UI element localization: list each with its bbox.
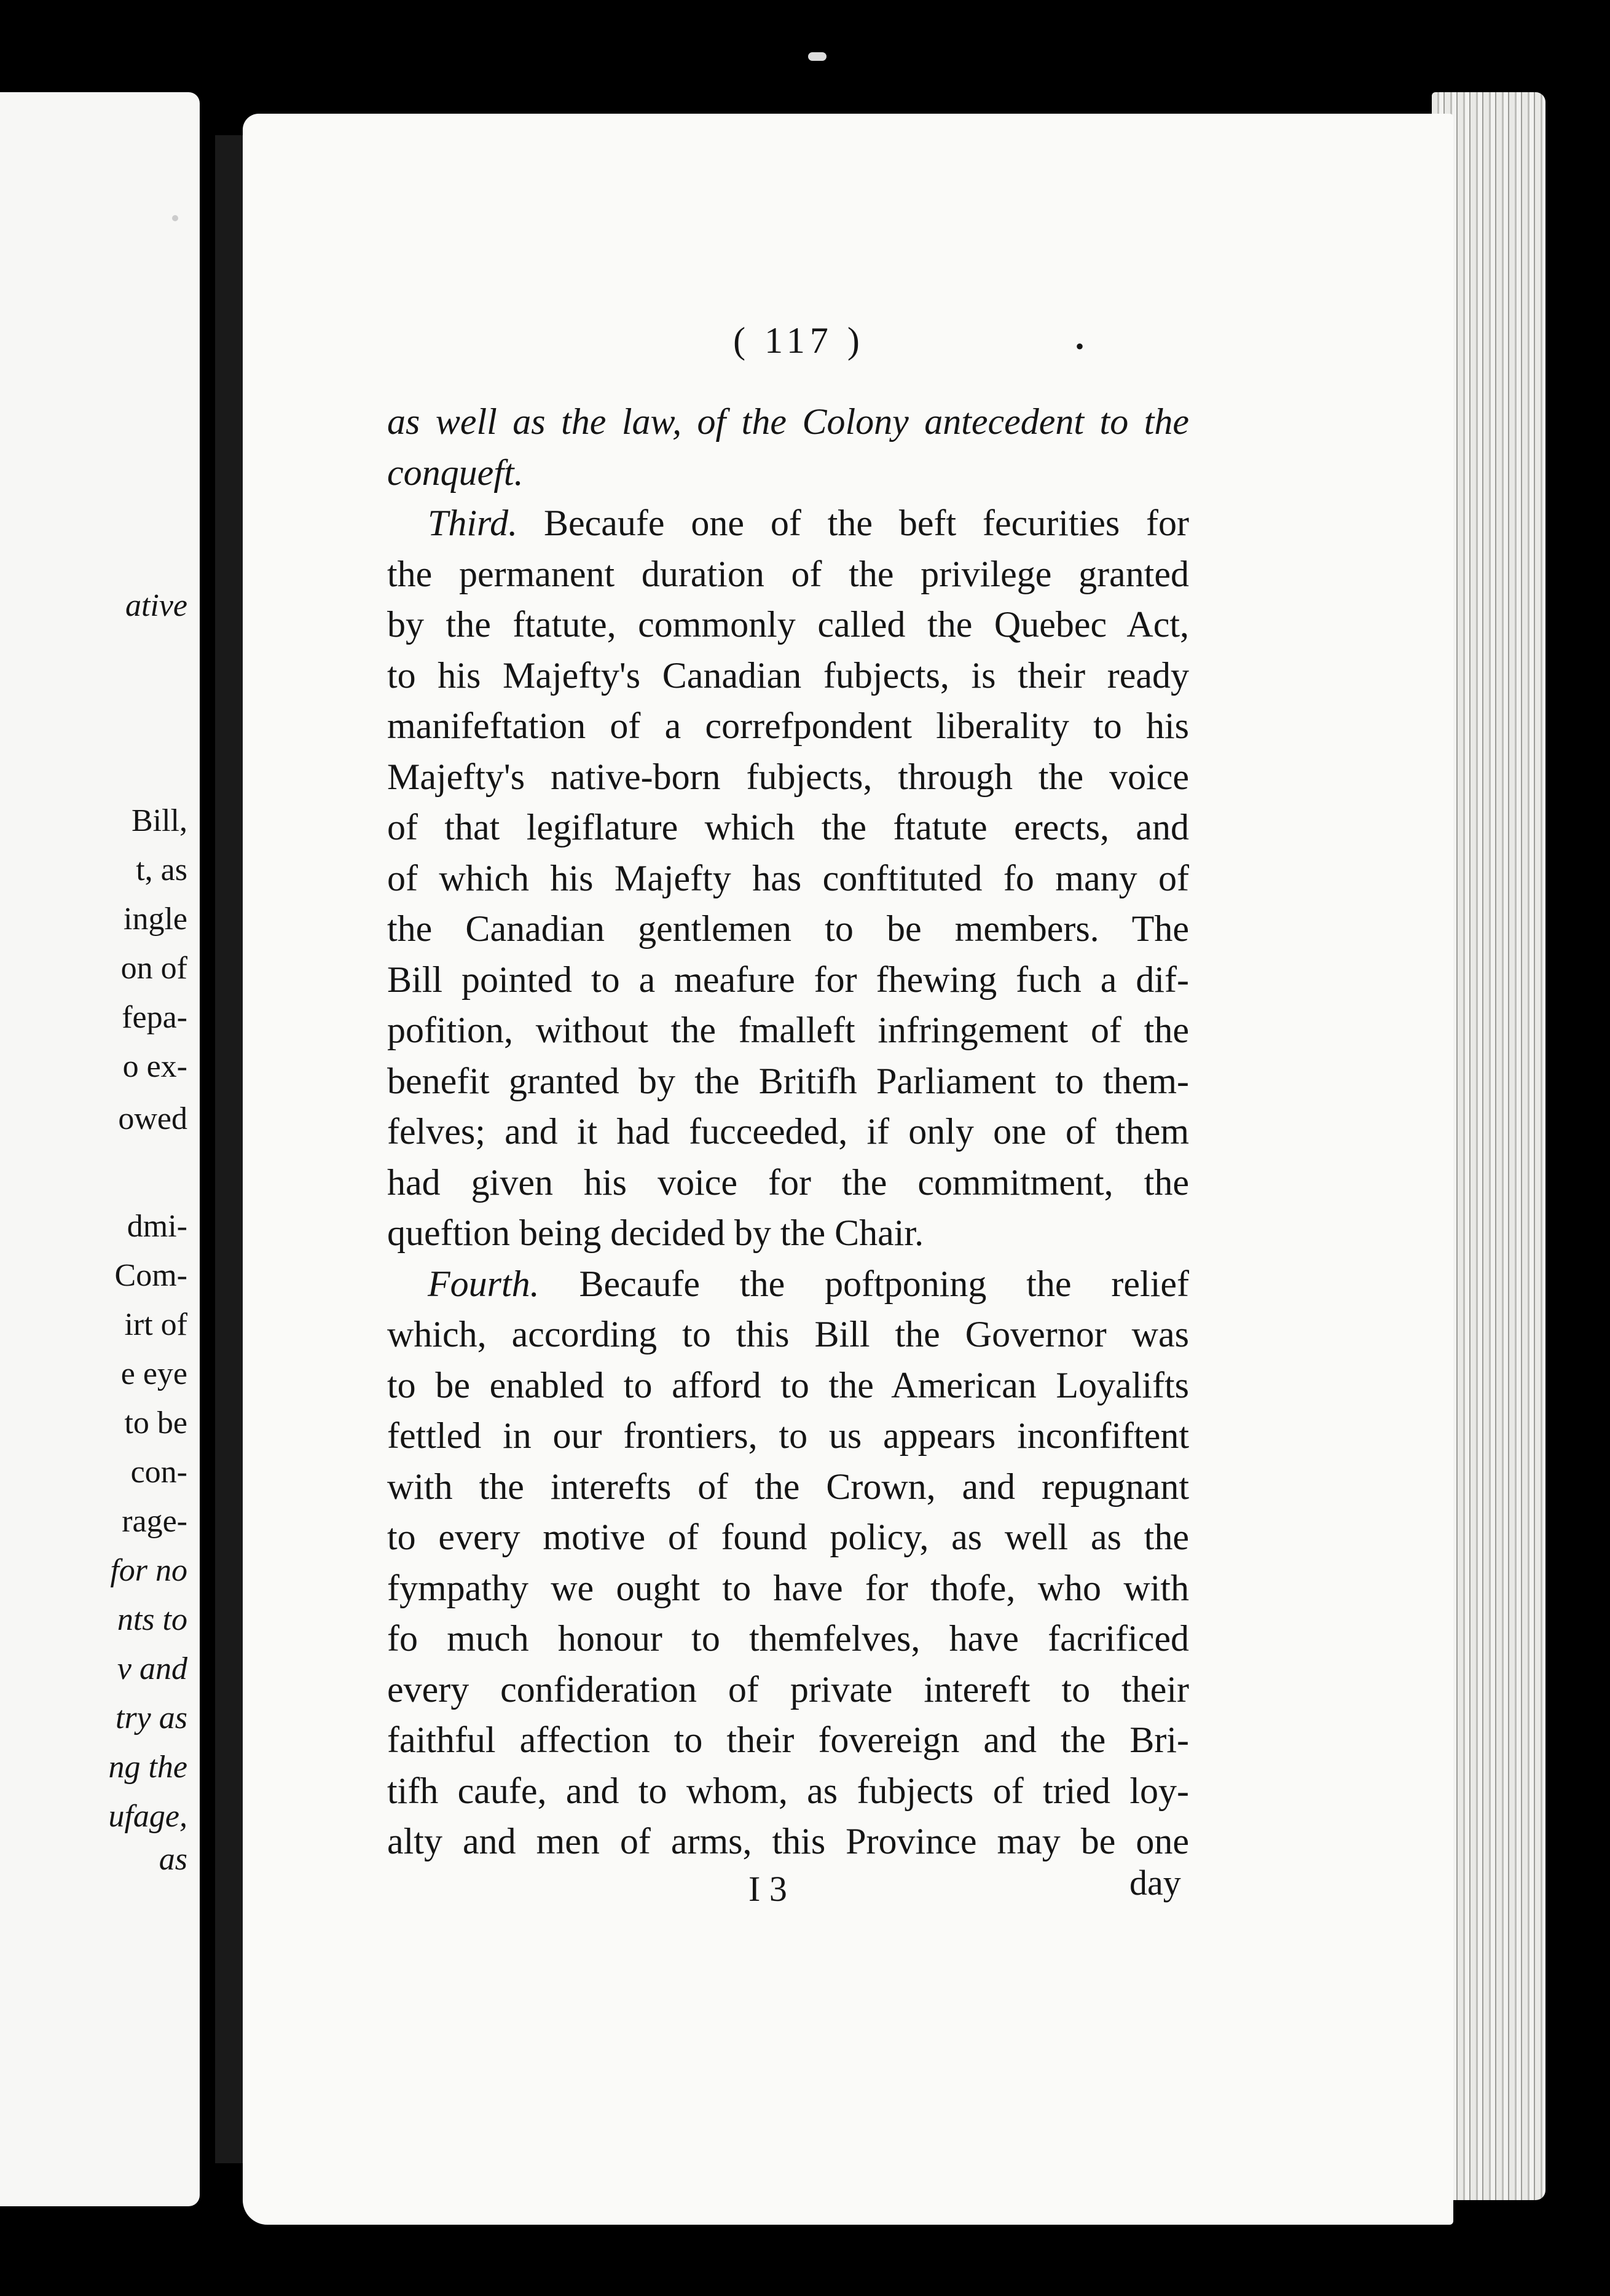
book-gutter — [215, 135, 243, 2163]
facing-page-fragment: irt of — [124, 1307, 187, 1342]
facing-page-fragment: rage- — [122, 1504, 187, 1539]
text-line — [387, 498, 1189, 549]
text-line — [387, 701, 1189, 752]
line-text: of that legiflature which the ftatute erects, and — [387, 807, 1189, 847]
line-text: the permanent duration of the privilege granted — [387, 553, 1189, 594]
line-text: of which his Majefty has conftituted fo many of — [387, 857, 1189, 898]
line-text: by the ftatute, commonly called the Quebec Act, — [387, 604, 1189, 645]
section-lead: Third. — [428, 503, 518, 543]
line-text: Becaufe the poftponing the relief — [539, 1263, 1189, 1304]
line-text: Becaufe one of the beft fecurities for — [517, 503, 1189, 543]
facing-page-fragment: dmi- — [127, 1209, 187, 1244]
line-text: as well as the law, of the Colony antecedent to the — [387, 401, 1189, 442]
page-number: ( 117 ) — [733, 320, 865, 361]
line-text: tifh caufe, and to whom, as fubjects of tried loy- — [387, 1770, 1189, 1811]
facing-page-fragment: o ex- — [122, 1049, 187, 1084]
line-text: to every motive of found policy, as well as the — [387, 1517, 1189, 1557]
text-line — [387, 447, 1189, 498]
text-line — [387, 903, 1189, 954]
text-line — [387, 1157, 1189, 1208]
facing-page-fragment: Com- — [114, 1258, 187, 1293]
facing-page-fragment: ative — [125, 588, 187, 623]
line-text: to his Majefty's Canadian fubjects, is their ready — [387, 655, 1189, 696]
text-line — [387, 1766, 1189, 1817]
text-line — [387, 1259, 1189, 1310]
top-smudge — [808, 52, 827, 61]
text-line — [387, 1106, 1189, 1157]
facing-page-fragment: t, as — [136, 852, 187, 887]
text-line — [387, 650, 1189, 701]
facing-page-fragment: for no — [110, 1553, 187, 1588]
text-line — [387, 1410, 1189, 1461]
line-text: fettled in our frontiers, to us appears inconfiftent — [387, 1415, 1189, 1456]
left-dot — [172, 215, 178, 221]
facing-page-fragment: as — [159, 1842, 187, 1877]
text-line — [387, 1715, 1189, 1766]
line-text: had given his voice for the commitment, the — [387, 1162, 1189, 1203]
header-dot: • — [1075, 332, 1085, 360]
text-line — [387, 1056, 1189, 1107]
facing-page-fragment: nts to — [117, 1602, 187, 1637]
left-facing-page — [0, 92, 200, 2206]
line-text: to be enabled to afford to the American Loyalifts — [387, 1364, 1189, 1406]
text-line — [387, 1512, 1189, 1563]
text-line — [387, 1664, 1189, 1715]
facing-page-fragment: ingle — [124, 902, 187, 937]
text-line — [387, 1816, 1189, 1867]
facing-page-fragment: owed — [118, 1101, 187, 1136]
line-text: conqueft. — [387, 452, 524, 493]
body-text — [387, 396, 1189, 1867]
facing-page-fragment: on of — [120, 951, 187, 986]
text-line — [387, 853, 1189, 904]
facing-page-fragment: e eye — [120, 1356, 187, 1391]
line-text: Bill pointed to a meafure for fhewing fuch a dif- — [387, 959, 1189, 1000]
line-text: benefit granted by the Britifh Parliament to them- — [387, 1060, 1189, 1101]
text-line — [387, 1208, 1189, 1259]
facing-page-fragment: fepa- — [122, 1000, 187, 1035]
text-line — [387, 549, 1189, 600]
line-text: Majefty's native-born fubjects, through the voice — [387, 756, 1189, 797]
line-text: fo much honour to themfelves, have facrificed — [387, 1618, 1189, 1659]
text-line — [387, 1613, 1189, 1664]
signature-mark: I 3 — [748, 1869, 787, 1909]
text-line — [387, 1309, 1189, 1360]
facing-page-fragment: ng the — [108, 1750, 187, 1785]
facing-page-fragment: to be — [124, 1406, 187, 1441]
line-text: with the interefts of the Crown, and repugnant — [387, 1466, 1189, 1507]
text-line — [387, 802, 1189, 853]
text-line — [387, 396, 1189, 447]
line-text: fympathy we ought to have for thofe, who with — [387, 1567, 1189, 1608]
catchword: day — [1129, 1863, 1181, 1903]
facing-page-fragment: con- — [130, 1455, 187, 1490]
facing-page-fragment: ufage, — [108, 1799, 187, 1834]
line-text: felves; and it had fucceeded, if only one of them — [387, 1111, 1189, 1152]
line-text: every confideration of private intereft to their — [387, 1669, 1189, 1710]
section-lead: Fourth. — [428, 1263, 540, 1304]
facing-page-fragment: try as — [116, 1700, 187, 1736]
text-line — [387, 1563, 1189, 1614]
line-text: the Canadian gentlemen to be members. The — [387, 908, 1189, 949]
text-line — [387, 1005, 1189, 1056]
text-line — [387, 599, 1189, 650]
text-line — [387, 1360, 1189, 1411]
line-text: queftion being decided by the Chair. — [387, 1213, 924, 1253]
line-text: manifeftation of a correfpondent liberality to his — [387, 706, 1189, 746]
line-text: faithful affection to their fovereign and the Bri- — [387, 1720, 1189, 1760]
facing-page-fragment: Bill, — [131, 803, 187, 838]
page-header — [0, 320, 1610, 362]
text-line — [387, 1461, 1189, 1512]
line-text: alty and men of arms, this Province may be one — [387, 1821, 1189, 1862]
facing-page-fragment: v and — [117, 1651, 187, 1686]
line-text: which, according to this Bill the Governor was — [387, 1314, 1189, 1354]
text-line — [387, 752, 1189, 803]
line-text: pofition, without the fmalleft infringement of the — [387, 1010, 1189, 1050]
text-line — [387, 954, 1189, 1005]
